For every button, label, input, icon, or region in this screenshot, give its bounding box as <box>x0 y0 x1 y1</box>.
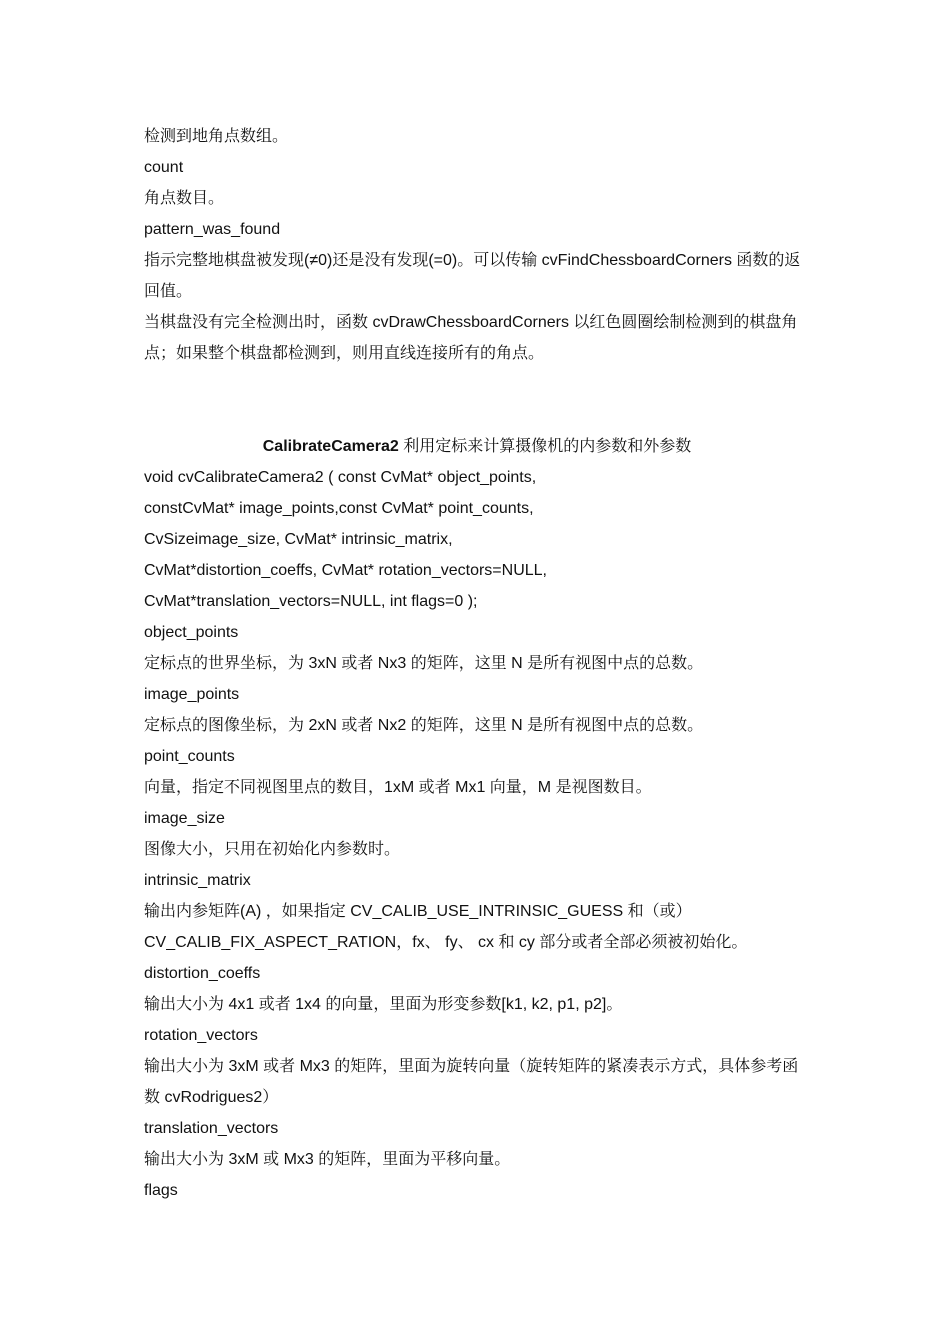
param-desc-translation-vectors: 输出大小为 3xM 或 Mx3 的矩阵，里面为平移向量。 <box>144 1151 511 1168</box>
param-desc-object-points: 定标点的世界坐标，为 3xN 或者 Nx3 的矩阵，这里 N 是所有视图中点的总数。 <box>144 655 704 672</box>
heading-function-name: CalibrateCamera2 <box>262 438 399 455</box>
param-term-distortion-coeffs: distortion_coeffs <box>144 965 261 982</box>
section-heading <box>144 431 810 462</box>
pattern-was-found-description: 指示完整地棋盘被发现(≠0)还是没有发现(=0)。可以传输 cvFindChessboardCorners 函数的返回值。 <box>144 252 801 300</box>
param-desc-image-points: 定标点的图像坐标，为 2xN 或者 Nx2 的矩阵，这里 N 是所有视图中点的总数。 <box>144 717 704 734</box>
heading-description: 利用定标来计算摄像机的内参数和外参数 <box>398 438 692 455</box>
term-pattern-was-found: pattern_was_found <box>144 221 281 238</box>
param-term-flags: flags <box>144 1182 178 1199</box>
param-term-object-points: object_points <box>144 624 239 641</box>
signature-line: CvMat*translation_vectors=NULL, int flags=0 ); <box>144 593 478 610</box>
param-term-rotation-vectors: rotation_vectors <box>144 1027 258 1044</box>
term-count: count <box>144 159 184 176</box>
param-term-point-counts: point_counts <box>144 748 235 765</box>
param-term-image-points: image_points <box>144 686 240 703</box>
param-term-image-size: image_size <box>144 810 225 827</box>
param-term-intrinsic-matrix: intrinsic_matrix <box>144 872 251 889</box>
param-desc-intrinsic-matrix: 输出内参矩阵(A) ，如果指定 CV_CALIB_USE_INTRINSIC_GUESS 和（或） <box>144 903 692 920</box>
signature-line: constCvMat* image_points,const CvMat* point_counts, <box>144 500 534 517</box>
signature-line: CvSizeimage_size, CvMat* intrinsic_matrix, <box>144 531 453 548</box>
signature-line: CvMat*distortion_coeffs, CvMat* rotation_vectors=NULL, <box>144 562 547 579</box>
param-desc-intrinsic-matrix-cont: CV_CALIB_FIX_ASPECT_RATION，fx、 fy、 cx 和 cy 部分或者全部必须被初始化。 <box>144 934 748 951</box>
param-term-translation-vectors: translation_vectors <box>144 1120 279 1137</box>
param-desc-point-counts: 向量，指定不同视图里点的数目，1xM 或者 Mx1 向量，M 是视图数目。 <box>144 779 652 796</box>
count-description: 角点数目。 <box>144 190 225 207</box>
section-gap <box>144 369 810 431</box>
corners-array-description: 检测到地角点数组。 <box>144 128 289 145</box>
signature-line: void cvCalibrateCamera2 ( const CvMat* object_points, <box>144 469 537 486</box>
param-desc-rotation-vectors: 输出大小为 3xM 或者 Mx3 的矩阵，里面为旋转向量（旋转矩阵的紧凑表示方式，具体参考函数 cvRodrigues2） <box>144 1058 799 1106</box>
param-desc-image-size: 图像大小，只用在初始化内参数时。 <box>144 841 401 858</box>
param-desc-distortion-coeffs: 输出大小为 4x1 或者 1x4 的向量，里面为形变参数[k1, k2, p1, p2]。 <box>144 996 623 1013</box>
draw-corners-description: 当棋盘没有完全检测出时，函数 cvDrawChessboardCorners 以红色圆圈绘制检测到的棋盘角点；如果整个棋盘都检测到，则用直线连接所有的角点。 <box>144 314 798 362</box>
